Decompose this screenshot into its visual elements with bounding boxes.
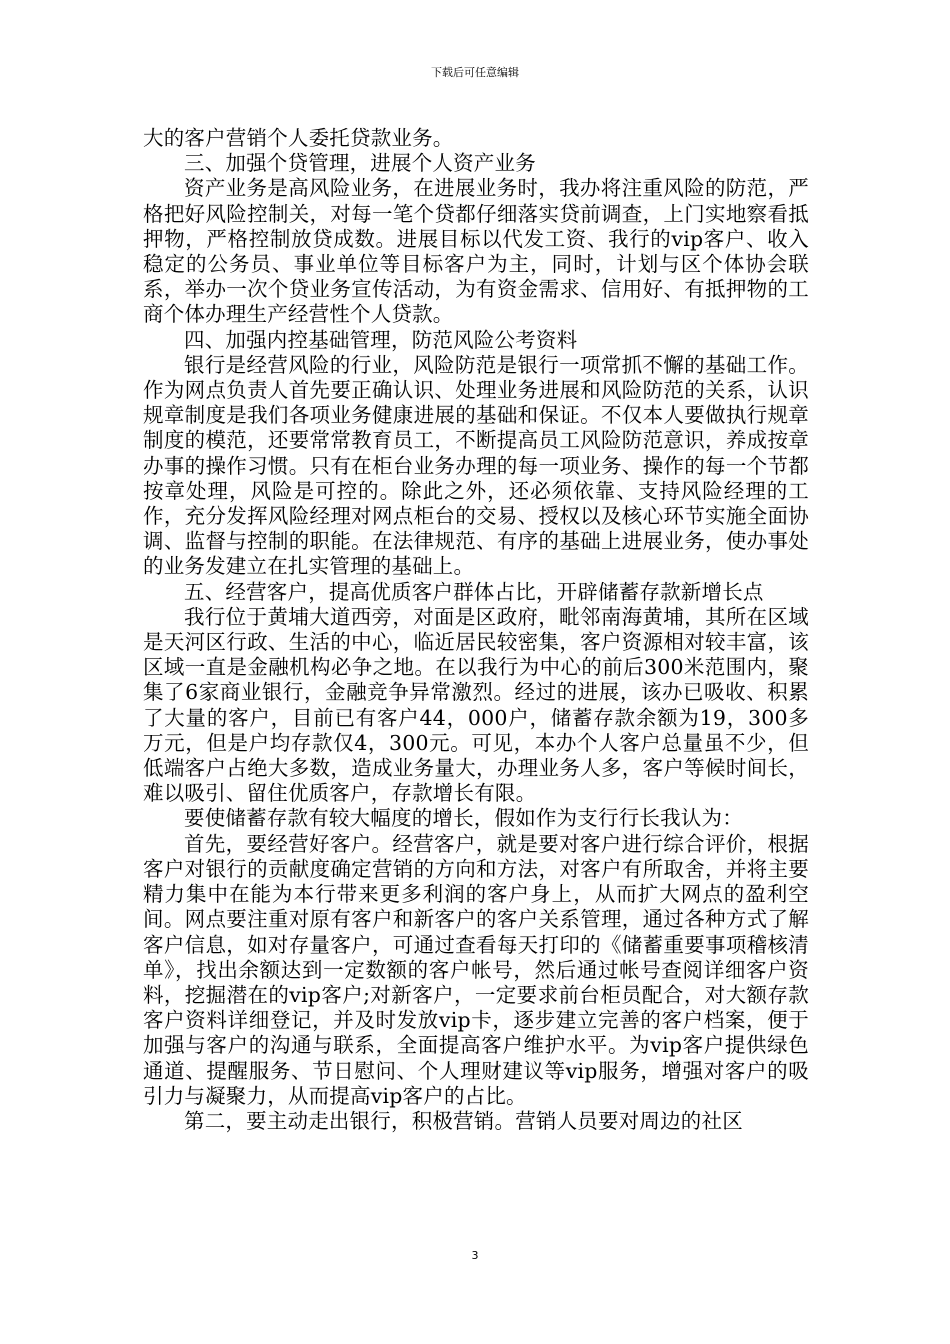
- page-number: 3: [471, 1249, 479, 1262]
- paragraph: 四、加强内控基础管理，防范风险公考资料: [184, 327, 578, 352]
- paragraph: 首先，要经营好客户。经营客户，就是要对客户进行综合评价，根据客户对银行的贡献度确定营销的方向和方法，对客户有所取舍，并将主要精力集中在能为本行带来更多利润的客户身上，从而扩大网点的盈利空间。网点要注重对原有客户和新客户的客户关系管理，通过各种方式了解客户信息，如对存量客户，可通过查看每天打印的《储蓄重要事项稽核清单》，找出余额达到一定数额的客户帐号，然后通过帐号查阅详细客户资料，挖掘潜在的vip客户;对新客户，一定要求前台柜员配合，对大额存款客户资料详细登记，并及时发放vip卡，逐步建立完善的客户档案，便于加强与客户的沟通与联系，全面提高客户维护水平。为vip客户提供绿色通道、提醒服务、节日慰问、个人理财建议等vip服务，增强对客户的吸引力与凝聚力，从而提高vip客户的占比。: [143, 831, 809, 1108]
- paragraph: 要使储蓄存款有较大幅度的增长，假如作为支行行长我认为：: [184, 806, 743, 831]
- paragraph: 大的客户营销个人委托贷款业务。: [143, 126, 454, 150]
- document-body: [143, 126, 809, 1134]
- paragraph: 五、经营客户，提高优质客户群体占比，开辟储蓄存款新增长点: [184, 579, 764, 604]
- paragraph: 银行是经营风险的行业，风险防范是银行一项常抓不懈的基础工作。作为网点负责人首先要正确认识、处理业务进展和风险防范的关系，认识规章制度是我们各项业务健康进展的基础和保证。不仅本人要做执行规章制度的模范，还要常常教育员工，不断提高员工风险防范意识，养成按章办事的操作习惯。只有在柜台业务办理的每一项业务、操作的每一个节都按章处理，风险是可控的。除此之外，还必须依靠、支持风险经理的工作，充分发挥风险经理对网点柜台的交易、授权以及核心环节实施全面协调、监督与控制的职能。在法律规范、有序的基础上进展业务，使办事处的业务发建立在扎实管理的基础上。: [143, 352, 809, 579]
- paragraph: 资产业务是高风险业务，在进展业务时，我办将注重风险的防范，严格把好风险控制关，对每一笔个贷都仔细落实贷前调查，上门实地察看抵押物，严格控制放贷成数。进展目标以代发工资、我行的vip客户、收入稳定的公务员、事业单位等目标客户为主，同时，计划与区个体协会联系，举办一次个贷业务宣传活动，为有资金需求、信用好、有抵押物的工商个体办理生产经营性个人贷款。: [143, 176, 809, 327]
- paragraph: 我行位于黄埔大道西旁，对面是区政府，毗邻南海黄埔，其所在区域是天河区行政、生活的中心，临近居民较密集，客户资源相对较丰富，该区域一直是金融机构必争之地。在以我行为中心的前后300米范围内，聚集了6家商业银行，金融竞争异常激烈。经过的进展，该办已吸收、积累了大量的客户，目前已有客户44，000户，储蓄存款余额为19，300多万元，但是户均存款仅4，300元。可见，本办个人客户总量虽不少，但低端客户占绝大多数，造成业务量大，办理业务人多，客户等候时间长，难以吸引、留住优质客户，存款增长有限。: [143, 604, 809, 806]
- paragraph: 三、加强个贷管理，进展个人资产业务: [184, 151, 536, 176]
- paragraph: 第二，要主动走出银行，积极营销。营销人员要对周边的社区: [184, 1108, 743, 1133]
- page-header: 下载后可任意编辑: [431, 66, 519, 79]
